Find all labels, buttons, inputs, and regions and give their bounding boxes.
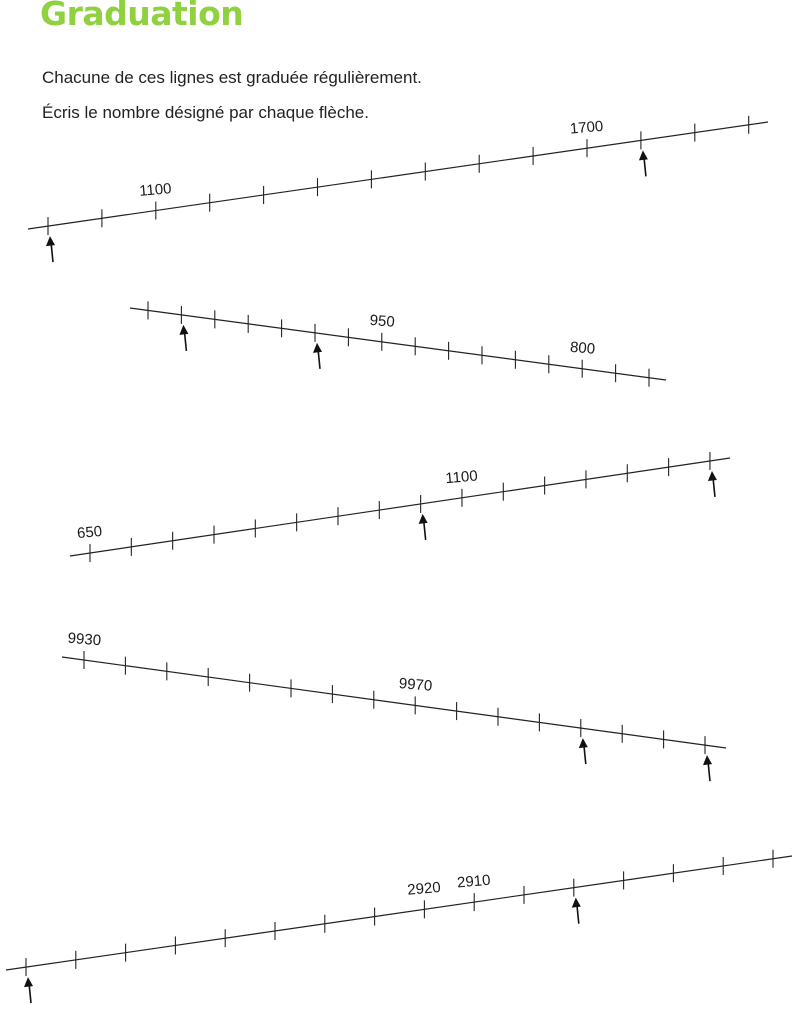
arrow-head-icon: [179, 325, 188, 335]
instruction-line-2: Écris le nombre désigné par chaque flèche.: [42, 103, 369, 122]
line-3-label: 650: [76, 522, 103, 543]
line-4-axis: [62, 657, 726, 748]
arrow-head-icon: [46, 236, 55, 246]
arrow-head-icon: [313, 343, 322, 353]
line-5-label: 2920: [406, 878, 442, 899]
line-2-label: 950: [369, 311, 396, 331]
line-1-label: 1100: [138, 180, 173, 200]
line-4-label: 9970: [398, 675, 433, 695]
arrow-head-icon: [572, 898, 581, 908]
arrow-head-icon: [703, 755, 712, 765]
line-1-axis: [28, 122, 768, 229]
instruction-line-1: Chacune de ces lignes est graduée régulièrement.: [42, 68, 422, 87]
line-4-label: 9930: [67, 629, 102, 650]
line-3-axis: [70, 458, 730, 556]
line-5-axis: [6, 856, 792, 970]
arrow-head-icon: [419, 514, 428, 524]
line-2-label: 800: [569, 338, 596, 358]
arrow-head-icon: [639, 150, 648, 160]
line-5-label: 2910: [456, 871, 492, 892]
arrow-head-icon: [579, 738, 588, 748]
arrow-head-icon: [24, 977, 33, 987]
line-1-label: 1700: [569, 117, 604, 138]
arrow-head-icon: [708, 471, 717, 481]
line-3-label: 1100: [444, 467, 479, 488]
page-title: Graduation: [40, 0, 244, 33]
